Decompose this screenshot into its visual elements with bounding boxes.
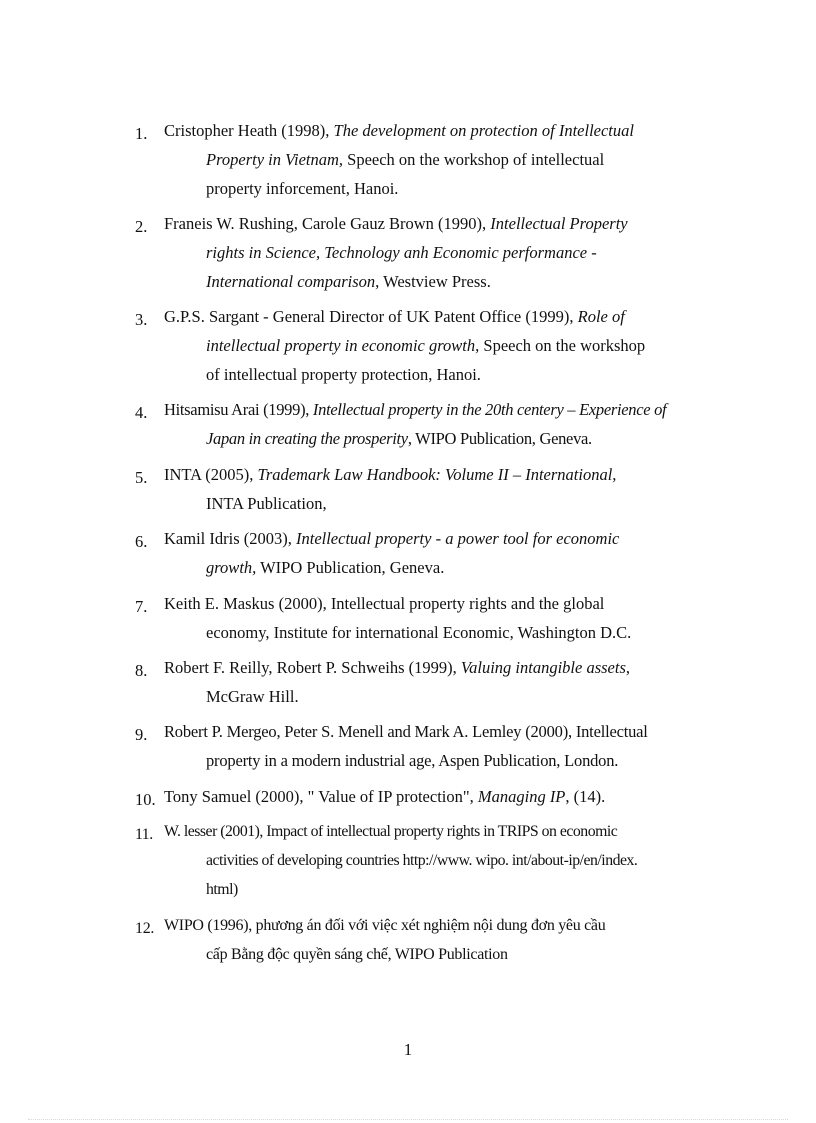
reference-title: Japan in creating the prosperity bbox=[206, 429, 408, 448]
reference-text: Tony Samuel (2000), " Value of IP protection", bbox=[164, 787, 478, 806]
reference-title: Role of bbox=[577, 307, 625, 326]
reference-title: Intellectual property - a power tool for economic bbox=[295, 529, 620, 548]
reference-number: 11. bbox=[135, 826, 153, 843]
reference-text: activities of developing countries http://www. wipo. int/about-ip/en/index. bbox=[206, 852, 638, 869]
page-number: 1 bbox=[403, 1040, 413, 1059]
reference-text: html) bbox=[206, 881, 238, 898]
reference-text: , Speech on the workshop bbox=[475, 336, 646, 355]
reference-number: 12. bbox=[135, 920, 155, 937]
reference-text: Hitsamisu Arai (1999), bbox=[164, 400, 313, 419]
reference-text: WIPO Publication, Geneva. bbox=[256, 558, 445, 577]
reference-title: Valuing intangible assets bbox=[460, 658, 626, 677]
reference-text: property inforcement, Hanoi. bbox=[206, 179, 399, 198]
reference-text: property in a modern industrial age, Aspen Publication, London. bbox=[206, 751, 619, 770]
reference-title: International comparison bbox=[206, 272, 376, 291]
reference-number: 8. bbox=[135, 661, 148, 680]
reference-number: 10. bbox=[135, 790, 156, 809]
reference-text: McGraw Hill. bbox=[206, 687, 299, 706]
reference-text: of intellectual property protection, Hanoi. bbox=[206, 365, 481, 384]
reference-text: cấp Bằng độc quyền sáng chế, WIPO Publication bbox=[206, 946, 508, 963]
reference-item bbox=[135, 911, 738, 969]
reference-number: 3. bbox=[135, 310, 148, 329]
reference-text: , (14). bbox=[565, 787, 606, 806]
reference-title: Managing IP bbox=[477, 787, 566, 806]
reference-item bbox=[135, 524, 738, 582]
reference-text: Robert P. Mergeo, Peter S. Menell and Mark A. Lemley (2000), Intellectual bbox=[164, 722, 648, 741]
reference-text: , WIPO Publication, Geneva. bbox=[407, 429, 592, 448]
reference-text: Kamil Idris (2003), bbox=[164, 529, 296, 548]
reference-title: The development on protection of Intellectual bbox=[333, 121, 634, 140]
reference-number: 2. bbox=[135, 217, 148, 236]
reference-item bbox=[135, 782, 738, 811]
reference-item bbox=[135, 460, 738, 518]
reference-text: Franeis W. Rushing, Carole Gauz Brown (1990), bbox=[164, 214, 491, 233]
page-bottom-divider bbox=[28, 1119, 788, 1120]
reference-item bbox=[135, 653, 738, 711]
reference-text: Keith E. Maskus (2000), Intellectual property rights and the global bbox=[164, 594, 605, 613]
reference-item bbox=[135, 717, 738, 775]
reference-number: 4. bbox=[135, 403, 148, 422]
reference-text: INTA (2005), bbox=[164, 465, 258, 484]
reference-text: Speech on the workshop of intellectual bbox=[343, 150, 605, 169]
reference-text: , Westview Press. bbox=[375, 272, 491, 291]
reference-title: rights in Science, Technology anh Economic performance - bbox=[206, 243, 597, 262]
reference-number: 6. bbox=[135, 532, 148, 551]
reference-text: INTA Publication, bbox=[206, 494, 327, 513]
reference-text: G.P.S. Sargant - General Director of UK Patent Office (1999), bbox=[164, 307, 578, 326]
reference-item bbox=[135, 209, 738, 296]
reference-text: WIPO (1996), phương án đối với việc xét nghiệm nội dung đơn yêu cầu bbox=[164, 917, 606, 934]
reference-item bbox=[135, 302, 738, 389]
reference-number: 5. bbox=[135, 468, 148, 487]
reference-text: W. lesser (2001), Impact of intellectual property rights in TRIPS on economic bbox=[164, 823, 618, 840]
reference-item bbox=[135, 116, 738, 203]
reference-title: Intellectual property in the 20th centery – Experience of bbox=[312, 400, 667, 419]
reference-number: 9. bbox=[135, 725, 148, 744]
reference-text: economy, Institute for international Economic, Washington D.C. bbox=[206, 623, 632, 642]
reference-text: Cristopher Heath (1998), bbox=[164, 121, 334, 140]
reference-text: Robert F. Reilly, Robert P. Schweihs (1999), bbox=[164, 658, 461, 677]
reference-title: Property in Vietnam, bbox=[206, 150, 344, 169]
reference-title: Trademark Law Handbook: Volume II – International, bbox=[257, 465, 617, 484]
reference-item bbox=[135, 817, 738, 904]
reference-number: 1. bbox=[135, 124, 148, 143]
reference-title: intellectual property in economic growth bbox=[206, 336, 476, 355]
reference-number: 7. bbox=[135, 597, 148, 616]
reference-title: growth, bbox=[206, 558, 257, 577]
reference-title: Intellectual Property bbox=[490, 214, 628, 233]
reference-text: , bbox=[625, 658, 631, 677]
reference-item bbox=[135, 395, 738, 453]
reference-item bbox=[135, 589, 738, 647]
